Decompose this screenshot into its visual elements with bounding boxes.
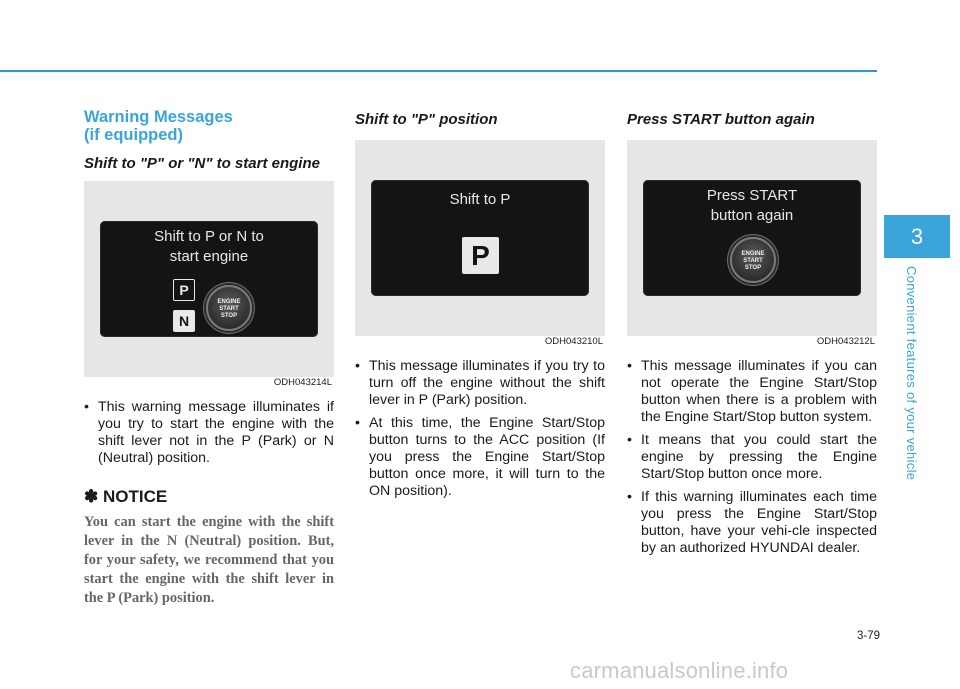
display-message-line2: start engine	[169, 248, 249, 265]
display-message-line1: Shift to P	[449, 191, 511, 208]
display-message-line1: Press START	[706, 187, 798, 204]
display-message-line1: Shift to P or N to	[154, 228, 264, 245]
bullet-item: • If this warning illuminates each time you press the Engine Start/Stop button, have your vehi-cle inspected by an authorized HYUNDAI dealer.	[627, 489, 877, 557]
column-shift-to-p	[355, 108, 605, 506]
figure-code: ODH043214L	[273, 377, 332, 388]
engine-button-text-engine: ENGINE	[217, 299, 241, 305]
column-press-start-again	[627, 108, 877, 563]
column-warning-shift-p-or-n	[84, 108, 334, 608]
engine-start-stop-button-icon	[206, 285, 252, 331]
engine-button-text-stop: STOP	[220, 313, 238, 319]
bullet-list	[627, 358, 877, 557]
cluster-display	[100, 221, 318, 337]
engine-button-text-start: START	[743, 258, 763, 264]
gear-p-icon: P	[462, 237, 499, 274]
figure-shift-to-p	[355, 140, 605, 336]
bullet-item: • This warning message illuminates if you try to start the engine with the shift lever not in the P (Park) or N (Neutral) position.	[84, 399, 334, 467]
gear-p-icon: P	[173, 279, 195, 301]
cluster-display	[371, 180, 589, 296]
figure-code: ODH043212L	[816, 336, 875, 347]
section-title-line2: (if equipped)	[84, 126, 183, 144]
subtitle-shift-to-p: Shift to "P" position	[355, 111, 498, 128]
notice-body: You can start the engine with the shift lever in the N (Neutral) position. But, for your safety, we recommend that you start the engine with the shift lever in the P (Park) position.	[84, 514, 334, 606]
engine-button-text-engine: ENGINE	[741, 251, 765, 257]
bullet-item: • This message illuminates if you can not operate the Engine Start/Stop button when there is a problem with the Engine Start/Stop button system.	[627, 358, 877, 426]
bullet-item: • At this time, the Engine Start/Stop button turns to the ACC position (If you press the Engine Start/Stop button once more, it will turn to the ON position).	[355, 415, 605, 500]
chapter-label: Convenient features of your vehicle	[904, 266, 919, 481]
subtitle-press-start-again: Press START button again	[627, 111, 815, 128]
header-rule	[0, 70, 877, 72]
figure-code: ODH043210L	[544, 336, 603, 347]
figure-shift-p-or-n	[84, 181, 334, 377]
bullet-list	[355, 358, 605, 500]
watermark: carmanualsonline.info	[570, 658, 789, 683]
chapter-tab: 3	[884, 215, 950, 258]
bullet-item: • This message illuminates if you try to turn off the engine without the shift lever in P (Park) position.	[355, 358, 605, 409]
gear-n-icon: N	[173, 310, 195, 332]
bullet-item: • It means that you could start the engine by pressing the Engine Start/Stop button once more.	[627, 432, 877, 483]
subtitle-shift-p-or-n: Shift to "P" or "N" to start engine	[84, 155, 320, 172]
engine-button-text-start: START	[219, 306, 239, 312]
section-title-line1: Warning Messages	[84, 108, 233, 126]
engine-button-text-stop: STOP	[744, 265, 762, 271]
cluster-display	[643, 180, 861, 296]
engine-start-stop-button-icon	[730, 237, 776, 283]
display-message-line2: button again	[710, 207, 794, 224]
bullet-list	[84, 399, 334, 467]
page-number: 3-79	[856, 630, 880, 642]
notice-title: ✽ NOTICE	[84, 487, 168, 506]
section-title	[84, 108, 334, 144]
figure-press-start-again	[627, 140, 877, 336]
